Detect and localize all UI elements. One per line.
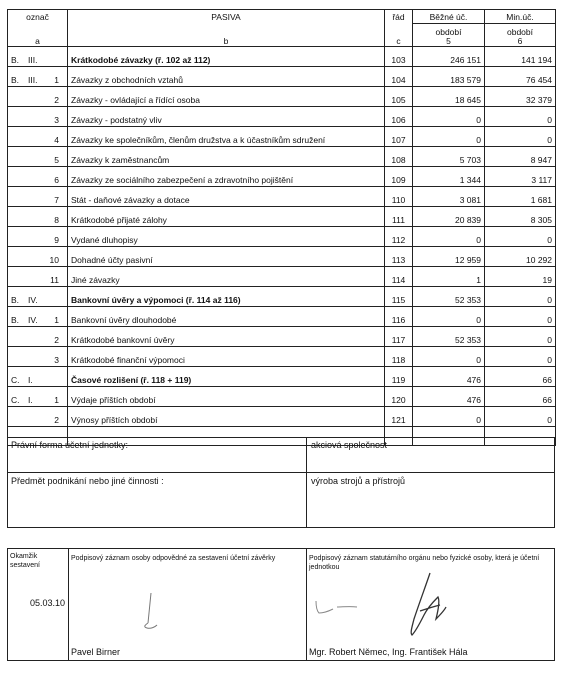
- row-line-number: 116: [385, 307, 413, 327]
- info-legal-form-row: [7, 437, 555, 473]
- row-current-value: 12 959: [413, 247, 485, 267]
- row-current-value: 0: [413, 127, 485, 147]
- row-code: [8, 287, 68, 307]
- row-code: [8, 87, 68, 107]
- row-current-value: 0: [413, 227, 485, 247]
- table-row: [8, 227, 556, 247]
- row-code: [8, 207, 68, 227]
- row-label: Časové rozlišení (ř. 118 + 119): [68, 367, 385, 387]
- row-previous-value: 0: [485, 287, 556, 307]
- row-label: Závazky - podstatný vliv: [68, 107, 385, 127]
- header-pasiva: PASIVA: [68, 10, 385, 24]
- row-current-value: 18 645: [413, 87, 485, 107]
- row-label: Závazky - ovládající a řídící osoba: [68, 87, 385, 107]
- row-line-number: 115: [385, 287, 413, 307]
- header-obdobi-6: období: [507, 27, 533, 37]
- row-line-number: 113: [385, 247, 413, 267]
- row-label: Závazky ke společníkům, členům družstva a k účastníkům sdružení: [68, 127, 385, 147]
- row-code-part: B.: [11, 75, 20, 85]
- row-previous-value: 8 947: [485, 147, 556, 167]
- row-current-value: 20 839: [413, 207, 485, 227]
- sig2-label: Podpisový záznam statutárního orgánu nebo fyzické osoby, která je účetní jednotkou: [309, 555, 540, 571]
- header-row-2: [8, 24, 556, 47]
- header-col-b: b: [68, 24, 385, 47]
- row-line-number: 103: [385, 47, 413, 67]
- table-row: [8, 167, 556, 187]
- header-col-6-num: 6: [517, 36, 523, 46]
- row-line-number: 110: [385, 187, 413, 207]
- row-code-number: 2: [54, 415, 59, 425]
- row-label: Krátkodobé bankovní úvěry: [68, 327, 385, 347]
- row-line-number: 112: [385, 227, 413, 247]
- sig1-label: Podpisový záznam osoby odpovědné za sestavení účetní závěrky: [71, 555, 276, 562]
- legal-form-label: Právní forma účetní jednotky:: [11, 440, 129, 450]
- row-previous-value: 0: [485, 327, 556, 347]
- info-business-row: [7, 472, 555, 528]
- row-current-value: 183 579: [413, 67, 485, 87]
- row-code-number: 1: [54, 395, 59, 405]
- signature-birner: [133, 589, 173, 637]
- row-label: Krátkodobé závazky (ř. 102 až 112): [68, 47, 385, 67]
- row-code: [8, 47, 68, 67]
- row-code-part: C.: [11, 375, 20, 385]
- header-row-1: [8, 10, 556, 24]
- table-row: [8, 367, 556, 387]
- row-label: Výdaje příštích období: [68, 387, 385, 407]
- business-label: Předmět podnikání nebo jiné činnosti :: [11, 476, 164, 486]
- moment-value: 05.03.10: [30, 598, 66, 608]
- row-current-value: 1: [413, 267, 485, 287]
- row-previous-value: 19: [485, 267, 556, 287]
- row-code: [8, 387, 68, 407]
- header-rad: řád: [385, 10, 413, 24]
- row-current-value: 476: [413, 367, 485, 387]
- row-current-value: 3 081: [413, 187, 485, 207]
- row-code-number: 4: [54, 135, 59, 145]
- row-code: [8, 307, 68, 327]
- row-label: Závazky z obchodních vztahů: [68, 67, 385, 87]
- row-current-value: 52 353: [413, 327, 485, 347]
- table-row: [8, 47, 556, 67]
- row-code-section: IV.: [28, 295, 38, 305]
- row-line-number: 108: [385, 147, 413, 167]
- table-row: [8, 247, 556, 267]
- liabilities-table: [7, 9, 556, 446]
- row-label: Závazky ze sociálního zabezpečení a zdravotního pojištění: [68, 167, 385, 187]
- row-code: [8, 327, 68, 347]
- row-current-value: 1 344: [413, 167, 485, 187]
- header-previous-period: Min.úč.: [485, 10, 556, 24]
- row-code-part: B.: [11, 55, 20, 65]
- header-col-5: [413, 24, 485, 47]
- row-line-number: 106: [385, 107, 413, 127]
- sig1-name: Pavel Birner: [71, 647, 121, 657]
- row-line-number: 120: [385, 387, 413, 407]
- footer-signatures: [7, 548, 555, 661]
- row-label: Krátkodobé finanční výpomoci: [68, 347, 385, 367]
- row-code-number: 3: [54, 115, 59, 125]
- table-row: [8, 107, 556, 127]
- row-code-section: IV.: [28, 315, 38, 325]
- row-code: [8, 127, 68, 147]
- row-label: Krátkodobé přijaté zálohy: [68, 207, 385, 227]
- row-code-part: B.: [11, 295, 20, 305]
- row-code-number: 6: [54, 175, 59, 185]
- row-previous-value: 8 305: [485, 207, 556, 227]
- row-code-number: 2: [54, 95, 59, 105]
- row-code: [8, 67, 68, 87]
- row-code-number: 7: [54, 195, 59, 205]
- row-code-number: 5: [54, 155, 59, 165]
- business-value: výroba strojů a přístrojů: [311, 476, 406, 486]
- row-code-number: 1: [54, 315, 59, 325]
- row-code: [8, 347, 68, 367]
- row-label: Výnosy příštích období: [68, 407, 385, 427]
- row-code-section: I.: [28, 375, 33, 385]
- table-row: [8, 67, 556, 87]
- row-current-value: 52 353: [413, 287, 485, 307]
- row-label: Dohadné účty pasivní: [68, 247, 385, 267]
- row-line-number: 119: [385, 367, 413, 387]
- row-current-value: 0: [413, 107, 485, 127]
- row-previous-value: 0: [485, 307, 556, 327]
- row-line-number: 114: [385, 267, 413, 287]
- table-row: [8, 127, 556, 147]
- table-row: [8, 327, 556, 347]
- row-line-number: 104: [385, 67, 413, 87]
- row-current-value: 246 151: [413, 47, 485, 67]
- row-previous-value: 3 117: [485, 167, 556, 187]
- signature-hala: [400, 571, 450, 641]
- row-previous-value: 66: [485, 387, 556, 407]
- row-previous-value: 0: [485, 347, 556, 367]
- row-code: [8, 407, 68, 427]
- table-row: [8, 87, 556, 107]
- row-previous-value: 0: [485, 107, 556, 127]
- row-code-number: 10: [49, 255, 59, 265]
- row-label: Stát - daňové závazky a dotace: [68, 187, 385, 207]
- row-code-number: 3: [54, 355, 59, 365]
- row-previous-value: 66: [485, 367, 556, 387]
- row-previous-value: 0: [485, 407, 556, 427]
- row-previous-value: 76 454: [485, 67, 556, 87]
- row-code: [8, 247, 68, 267]
- row-label: Bankovní úvěry dlouhodobé: [68, 307, 385, 327]
- row-code-section: III.: [28, 55, 38, 65]
- table-row: [8, 407, 556, 427]
- table-row: [8, 287, 556, 307]
- row-current-value: 0: [413, 347, 485, 367]
- header-col-5-num: 5: [446, 36, 451, 46]
- sig2-names: Mgr. Robert Němec, Ing. František Hála: [309, 647, 468, 657]
- row-code: [8, 167, 68, 187]
- row-code-part: B.: [11, 315, 20, 325]
- row-previous-value: 32 379: [485, 87, 556, 107]
- signature-nemec: [313, 597, 363, 617]
- table-row: [8, 387, 556, 407]
- row-code: [8, 267, 68, 287]
- row-current-value: 5 703: [413, 147, 485, 167]
- row-code: [8, 367, 68, 387]
- row-code-number: 11: [50, 275, 59, 285]
- row-code-section: I.: [28, 395, 33, 405]
- row-code: [8, 147, 68, 167]
- table-row: [8, 147, 556, 167]
- row-code: [8, 227, 68, 247]
- row-code-number: 2: [54, 335, 59, 345]
- moment-label: Okamžik sestavení: [10, 553, 40, 569]
- row-current-value: 0: [413, 307, 485, 327]
- row-line-number: 117: [385, 327, 413, 347]
- legal-form-value: akciová společnost: [311, 440, 388, 450]
- row-code-part: C.: [11, 395, 20, 405]
- row-line-number: 118: [385, 347, 413, 367]
- row-code-number: 8: [54, 215, 59, 225]
- row-code-number: 1: [54, 75, 59, 85]
- row-code: [8, 187, 68, 207]
- row-code-section: III.: [28, 75, 38, 85]
- table-row: [8, 347, 556, 367]
- header-col-6: [485, 24, 556, 47]
- row-line-number: 111: [385, 207, 413, 227]
- header-col-c: c: [385, 24, 413, 47]
- row-previous-value: 10 292: [485, 247, 556, 267]
- table-row: [8, 267, 556, 287]
- row-line-number: 105: [385, 87, 413, 107]
- row-label: Jiné závazky: [68, 267, 385, 287]
- row-current-value: 0: [413, 407, 485, 427]
- row-line-number: 109: [385, 167, 413, 187]
- row-current-value: 476: [413, 387, 485, 407]
- row-line-number: 107: [385, 127, 413, 147]
- table-row: [8, 307, 556, 327]
- row-label: Závazky k zaměstnancům: [68, 147, 385, 167]
- table-row: [8, 207, 556, 227]
- header-col-a: a: [8, 24, 68, 47]
- row-previous-value: 141 194: [485, 47, 556, 67]
- row-code-number: 9: [54, 235, 59, 245]
- row-previous-value: 1 681: [485, 187, 556, 207]
- header-current-period: Běžné úč.: [413, 10, 485, 24]
- header-oznac: označ: [8, 10, 68, 24]
- row-label: Vydané dluhopisy: [68, 227, 385, 247]
- row-label: Bankovní úvěry a výpomoci (ř. 114 až 116): [68, 287, 385, 307]
- table-row: [8, 187, 556, 207]
- row-previous-value: 0: [485, 127, 556, 147]
- row-previous-value: 0: [485, 227, 556, 247]
- row-line-number: 121: [385, 407, 413, 427]
- header-obdobi-5: období: [435, 27, 462, 37]
- row-code: [8, 107, 68, 127]
